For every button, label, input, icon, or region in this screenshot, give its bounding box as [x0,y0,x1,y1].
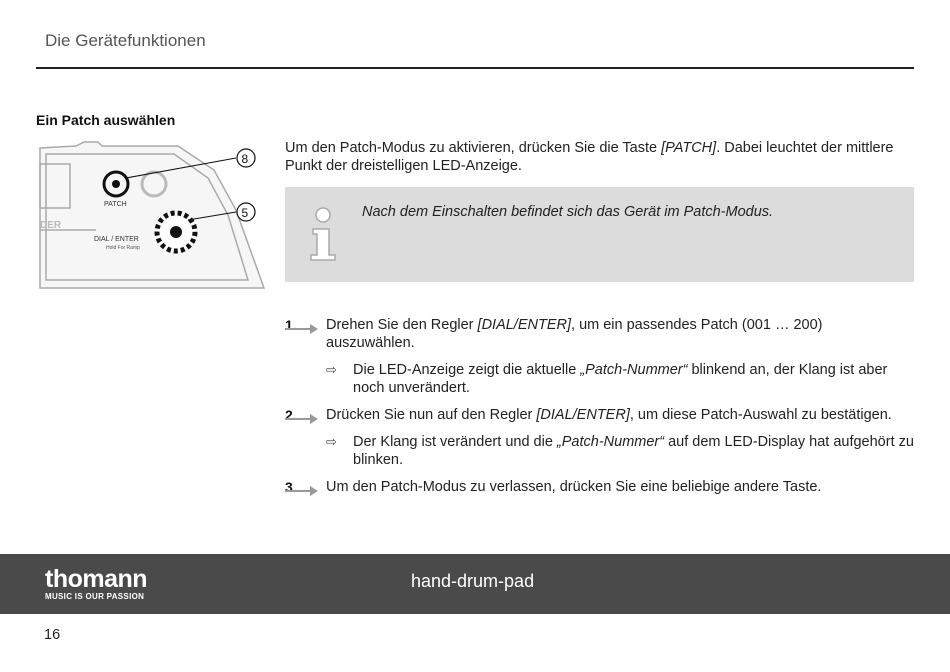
header-divider [36,67,914,69]
step-2-result: ⇨ Der Klang ist verändert und die „Patch-Nummer“ auf dem LED-Display hat aufgehört zu blinken. [326,434,914,468]
callout-5-label: 5 [241,206,249,220]
page-header-title: Die Gerätefunktionen [45,31,206,50]
instruction-steps [285,316,914,505]
result-arrow-icon: ⇨ [326,434,337,449]
device-panel-illustration [36,140,268,295]
step-arrow-icon [285,486,319,496]
note-box [285,187,914,282]
step-arrow-icon [285,414,319,424]
note-text: Nach dem Einschalten befindet sich das Gerät im Patch-Modus. [362,204,774,220]
step-1: 1. Drehen Sie den Regler [DIAL/ENTER], um ein passendes Patch (001 … 200) auszuwählen. [285,317,823,351]
brand-tagline: MUSIC IS OUR PASSION [45,592,145,601]
intro-paragraph: Um den Patch-Modus zu aktivieren, drücken Sie die Taste [PATCH]. Dabei leuchtet der mittlere Punkt der dreistelligen LED-Anzeige. [285,140,894,174]
device-brand-fragment: DER [40,220,62,231]
step-number: 2. [285,406,319,424]
step-3: 3. Um den Patch-Modus zu verlassen, drücken Sie eine beliebige andere Taste. [285,479,822,495]
thomann-logo: thomann [45,565,148,593]
step-arrow-icon [285,324,319,334]
section-heading: Ein Patch auswählen [36,112,176,128]
result-arrow-icon: ⇨ [326,362,337,377]
step-1-result: ⇨ Die LED-Anzeige zeigt die aktuelle „Patch-Nummer“ blinkend an, der Klang ist aber noch unverändert. [326,362,888,396]
dial-enter-label: DIAL / ENTER [94,236,139,243]
patch-key-reference: [PATCH] [661,140,717,156]
product-name: hand-drum-pad [411,571,535,591]
patch-label: PATCH [104,201,127,208]
step-2: 2. Drücken Sie nun auf den Regler [DIAL/ENTER], um diese Patch-Auswahl zu bestätigen. [285,407,892,423]
hold-label: Hold For Ramp [106,245,140,251]
callout-8-label: 8 [241,152,249,166]
info-icon [307,205,339,261]
step-number: 1. [285,316,319,334]
step-number: 3. [285,478,319,496]
page-number: 16 [44,627,61,643]
dial-enter-knob-illustration [157,213,195,251]
